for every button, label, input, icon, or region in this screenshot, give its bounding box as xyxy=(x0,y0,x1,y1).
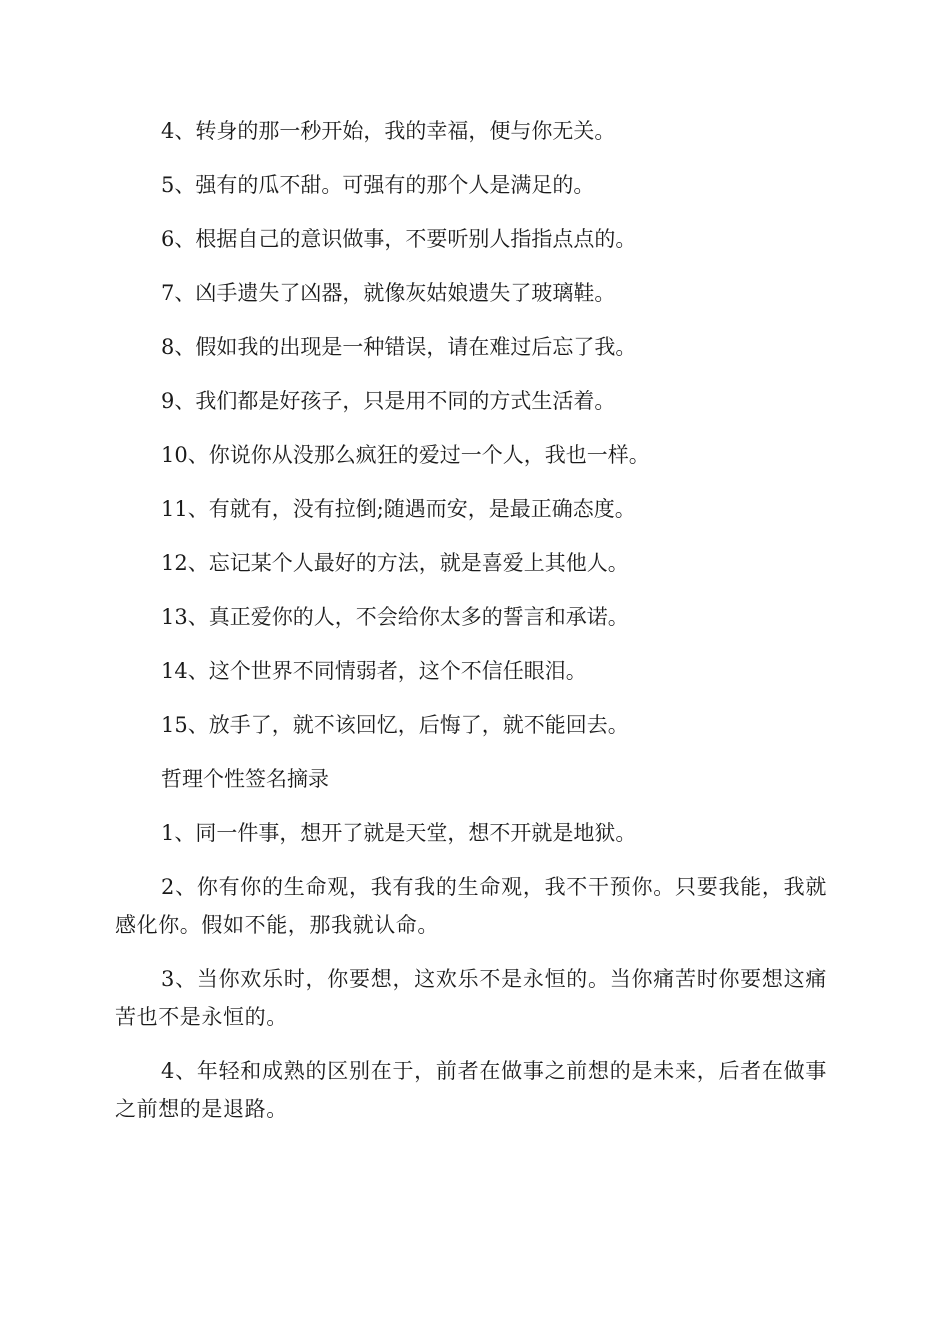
paragraph: 4、年轻和成熟的区别在于，前者在做事之前想的是未来，后者在做事之前想的是退路。 xyxy=(115,1059,827,1121)
paragraph: 2、你有你的生命观，我有我的生命观，我不干预你。只要我能，我就感化你。假如不能，那我就认命。 xyxy=(115,875,827,937)
list-item: 8、假如我的出现是一种错误，请在难过后忘了我。 xyxy=(161,335,637,359)
list-item: 6、根据自己的意识做事，不要听别人指指点点的。 xyxy=(161,227,637,251)
list-item: 5、强有的瓜不甜。可强有的那个人是满足的。 xyxy=(161,173,595,197)
list-item: 14、这个世界不同情弱者，这个不信任眼泪。 xyxy=(161,659,587,683)
list-item: 9、我们都是好孩子，只是用不同的方式生活着。 xyxy=(161,389,616,413)
paragraph: 3、当你欢乐时，你要想，这欢乐不是永恒的。当你痛苦时你要想这痛苦也不是永恒的。 xyxy=(115,967,827,1029)
document-body xyxy=(115,112,827,1144)
list-item: 10、你说你从没那么疯狂的爱过一个人，我也一样。 xyxy=(161,443,650,467)
list-item: 7、凶手遗失了凶器，就像灰姑娘遗失了玻璃鞋。 xyxy=(161,281,616,305)
list-item: 15、放手了，就不该回忆，后悔了，就不能回去。 xyxy=(161,713,629,737)
list-item: 11、有就有，没有拉倒;随遇而安，是最正确态度。 xyxy=(161,497,636,521)
list-item: 12、忘记某个人最好的方法，就是喜爱上其他人。 xyxy=(161,551,629,575)
list-item: 1、同一件事，想开了就是天堂，想不开就是地狱。 xyxy=(161,821,637,845)
section-heading: 哲理个性签名摘录 xyxy=(161,767,329,791)
list-item: 4、转身的那一秒开始，我的幸福，便与你无关。 xyxy=(161,119,616,143)
list-item: 13、真正爱你的人，不会给你太多的誓言和承诺。 xyxy=(161,605,629,629)
